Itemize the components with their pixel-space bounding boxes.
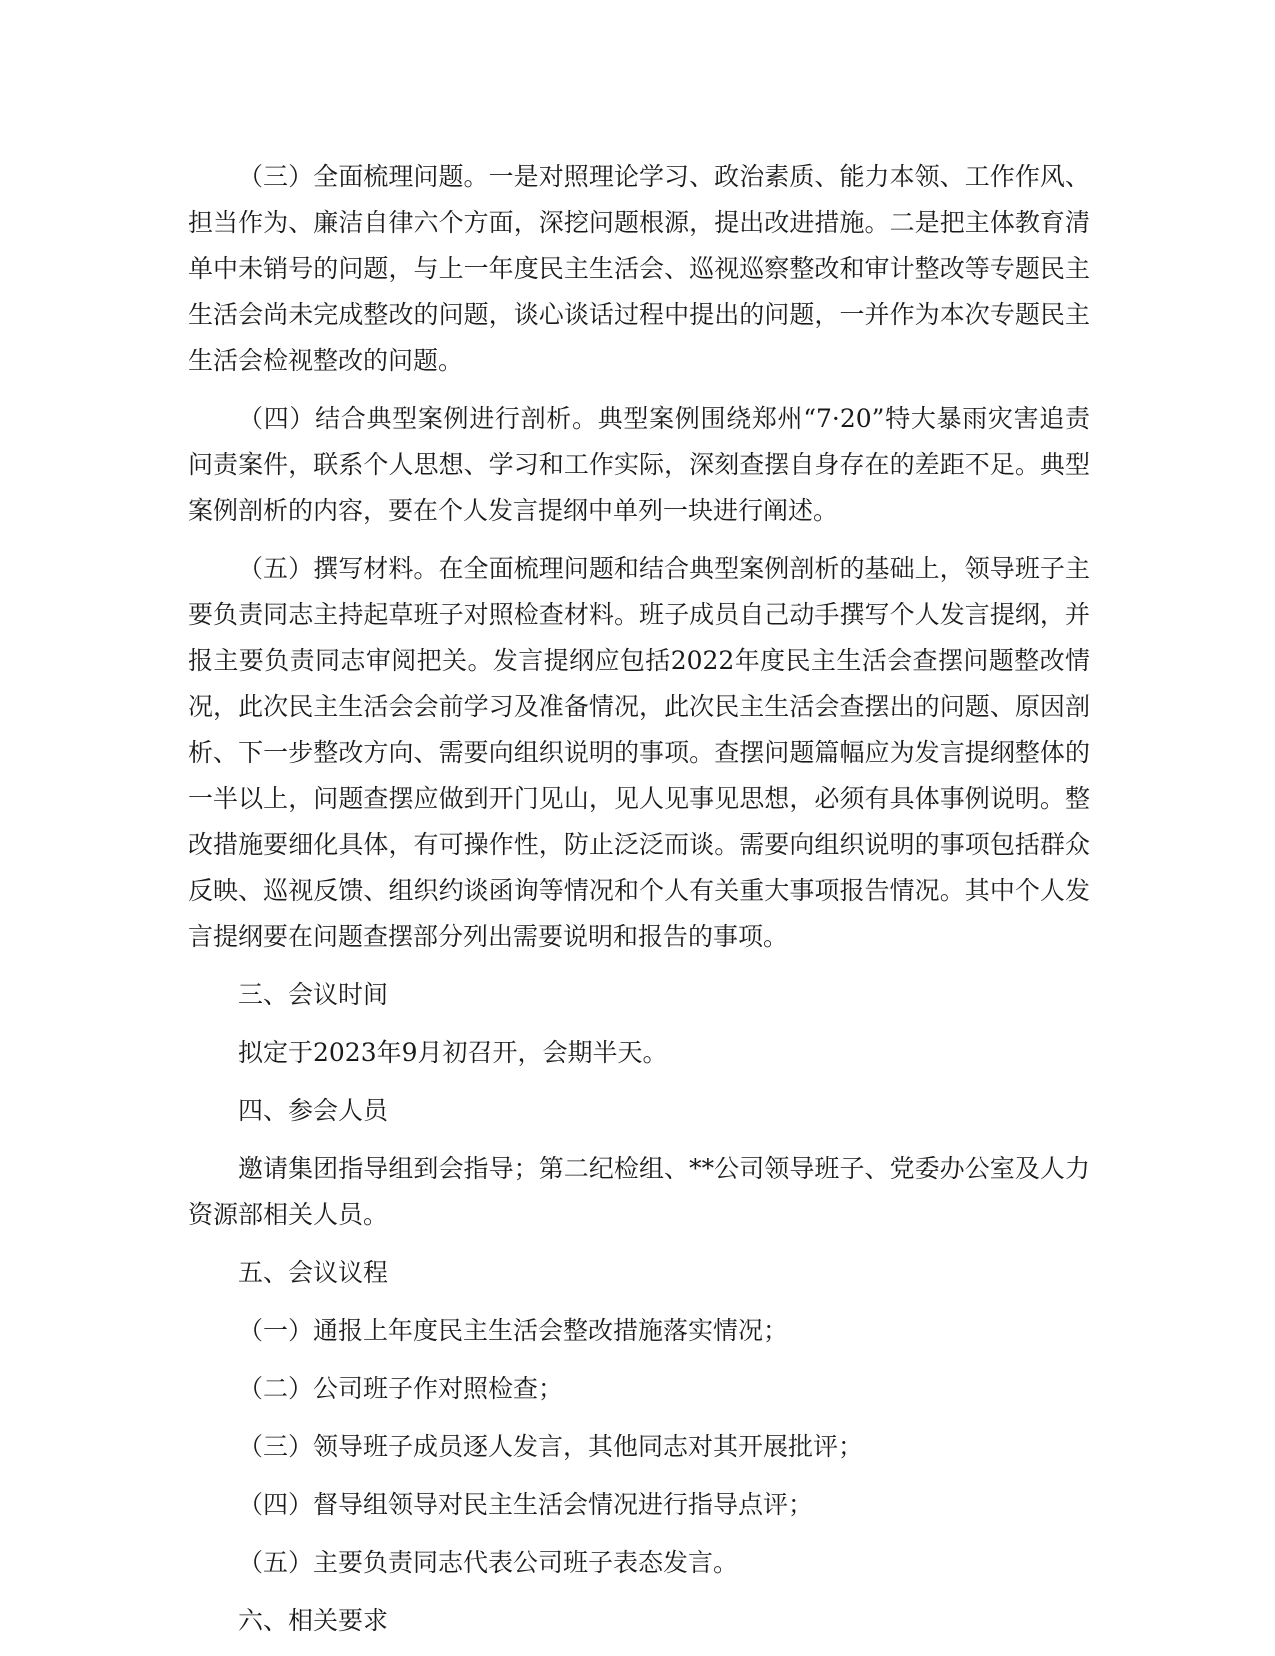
- agenda-item: （三）领导班子成员逐人发言，其他同志对其开展批评；: [238, 1432, 864, 1461]
- agenda-item: （四）督导组领导对民主生活会情况进行指导点评；: [238, 1490, 814, 1519]
- heading-meeting-time: 三、会议时间: [238, 980, 389, 1009]
- document-body: [188, 154, 1090, 1656]
- heading-requirements: 六、相关要求: [238, 1606, 389, 1635]
- paragraph-review-problems: （三）全面梳理问题。一是对照理论学习、政治素质、能力本领、工作作风、担当作为、廉洁自律六个方面，深挖问题根源，提出改进措施。二是把主体教育清单中未销号的问题，与上一年度民主生活会、巡视巡察整改和审计整改等专题民主生活会尚未完成整改的问题，谈心谈话过程中提出的问题，一并作为本次专题民主生活会检视整改的问题。: [188, 162, 1090, 375]
- agenda-item: （二）公司班子作对照检查；: [238, 1374, 564, 1403]
- heading-attendees: 四、参会人员: [238, 1096, 389, 1125]
- paragraph-attendees: 邀请集团指导组到会指导；第二纪检组、**公司领导班子、党委办公室及人力资源部相关人员。: [188, 1154, 1090, 1229]
- heading-agenda: 五、会议议程: [238, 1258, 389, 1287]
- paragraph-meeting-time: 拟定于2023年9月初召开，会期半天。: [238, 1038, 668, 1067]
- paragraph-writing-materials: （五）撰写材料。在全面梳理问题和结合典型案例剖析的基础上，领导班子主要负责同志主持起草班子对照检查材料。班子成员自己动手撰写个人发言提纲，并报主要负责同志审阅把关。发言提纲应包括2022年度民主生活会查摆问题整改情况，此次民主生活会会前学习及准备情况，此次民主生活会查摆出的问题、原因剖析、下一步整改方向、需要向组织说明的事项。查摆问题篇幅应为发言提纲整体的一半以上，问题查摆应做到开门见山，见人见事见思想，必须有具体事例说明。整改措施要细化具体，有可操作性，防止泛泛而谈。需要向组织说明的事项包括群众反映、巡视反馈、组织约谈函询等情况和个人有关重大事项报告情况。其中个人发言提纲要在问题查摆部分列出需要说明和报告的事项。: [188, 554, 1090, 951]
- agenda-item: （一）通报上年度民主生活会整改措施落实情况；: [238, 1316, 789, 1345]
- agenda-item: （五）主要负责同志代表公司班子表态发言。: [238, 1548, 739, 1577]
- paragraph-case-analysis: （四）结合典型案例进行剖析。典型案例围绕郑州“7·20”特大暴雨灾害追责问责案件，联系个人思想、学习和工作实际，深刻查摆自身存在的差距不足。典型案例剖析的内容，要在个人发言提纲中单列一块进行阐述。: [188, 404, 1090, 525]
